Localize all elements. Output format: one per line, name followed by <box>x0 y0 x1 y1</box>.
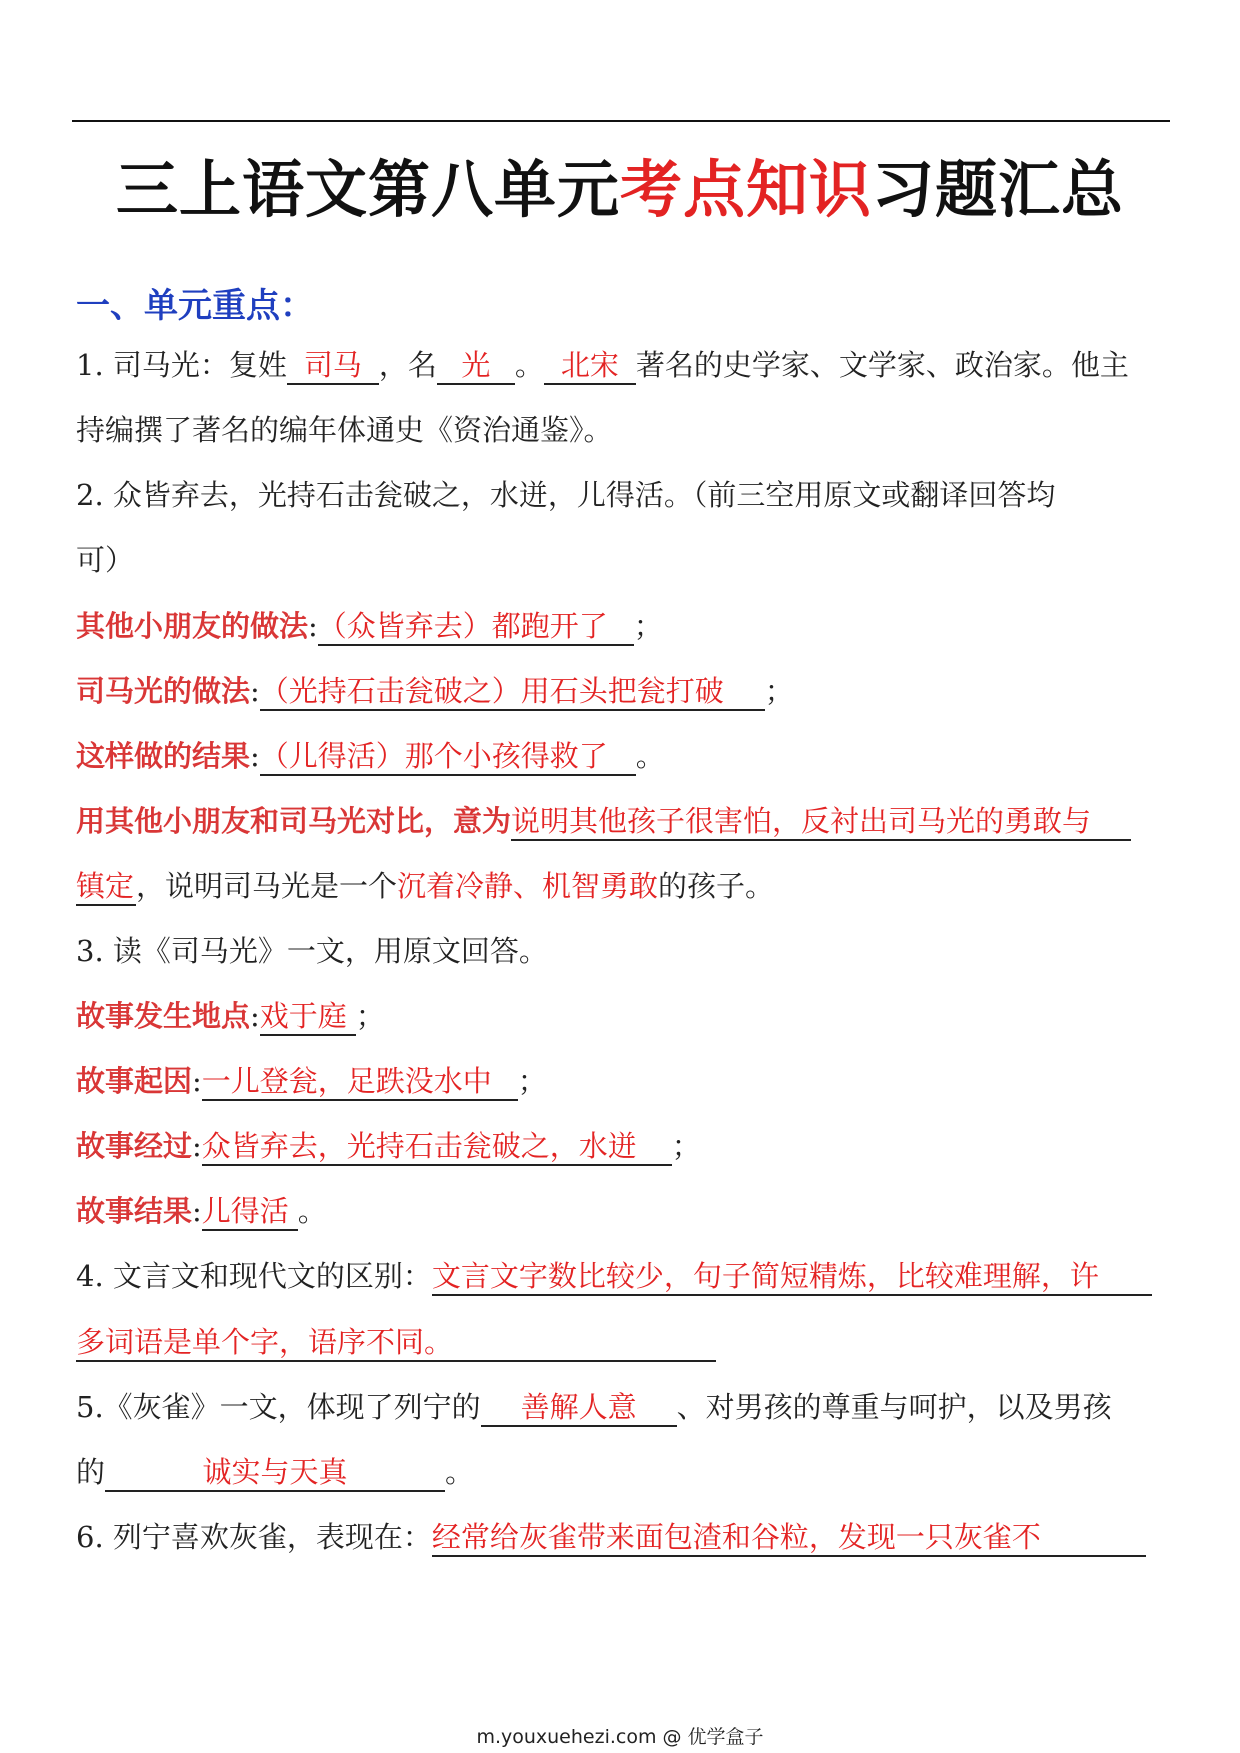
q3-answer-ending: 儿得活 <box>202 1193 298 1231</box>
q5-line1: 5.《灰雀》一文，体现了列宁的 善解人意 、对男孩的尊重与呵护，以及男孩 <box>76 1387 1166 1427</box>
q2-answer-compare-2: 镇定 <box>76 868 136 906</box>
footer: m.youxuehezi.com @ 优学盒子 <box>476 1726 764 1748</box>
q2-answer-result: （儿得活）那个小孩得救了 <box>260 738 636 776</box>
q1-answer-2: 光 <box>437 347 515 385</box>
q3-line1: 3. 读《司马光》一文，用原文回答。 <box>76 934 548 968</box>
q3-row-place: 故事发生地点:戏于庭 ； <box>76 996 1166 1036</box>
q4-line2 <box>76 1322 1166 1362</box>
q3-answer-place: 戏于庭 <box>260 998 356 1036</box>
q1-answer-1: 司马 <box>287 347 379 385</box>
q1-answer-3: 北宋 <box>544 347 636 385</box>
q4-answer-2: 多词语是单个字，语序不同。 <box>76 1324 716 1362</box>
q2-row-compare: 用其他小朋友和司马光对比，意为说明其他孩子很害怕，反衬出司马光的勇敢与 <box>76 801 1166 841</box>
q4-line1: 4. 文言文和现代文的区别：文言文字数比较少，句子简短精炼，比较难理解，许 <box>76 1256 1166 1296</box>
section-heading: 一、单元重点： <box>76 286 314 326</box>
page-title <box>0 140 1240 229</box>
q2-line1: 2. 众皆弃去，光持石击瓮破之，水迸，儿得活。（前三空用原文或翻译回答均 <box>76 478 1056 512</box>
q2-row-simaguang: 司马光的做法:（光持石击瓮破之）用石头把瓮打破 ； <box>76 671 1166 711</box>
q6-line1: 6. 列宁喜欢灰雀，表现在：经常给灰雀带来面包渣和谷粒，发现一只灰雀不 <box>76 1517 1166 1557</box>
q3-answer-process: 众皆弃去，光持石击瓮破之，水迸 <box>202 1128 672 1166</box>
q3-answer-cause: 一儿登瓮，足跌没水中 <box>202 1063 518 1101</box>
q2-answer-others: （众皆弃去）都跑开了 <box>318 608 634 646</box>
title-part1: 三上语文第八单元 <box>115 153 620 226</box>
q3-row-process: 故事经过:众皆弃去，光持石击瓮破之，水迸 ； <box>76 1126 1166 1166</box>
q1-line1: 1. 司马光：复姓 司马 ，名 光 。 北宋 著名的史学家、文学家、政治家。他主 <box>76 345 1166 385</box>
q2-row-others: 其他小朋友的做法:（众皆弃去）都跑开了 ； <box>76 606 1166 646</box>
q2-answer-compare-3: 沉着冷静、机智勇敢 <box>397 869 659 903</box>
q3-row-cause: 故事起因:一儿登瓮，足跌没水中 ； <box>76 1061 1166 1101</box>
q2-answer-compare: 说明其他孩子很害怕，反衬出司马光的勇敢与 <box>511 803 1131 841</box>
q3-row-ending: 故事结果:儿得活 。 <box>76 1191 1166 1231</box>
q6-answer: 经常给灰雀带来面包渣和谷粒，发现一只灰雀不 <box>432 1519 1146 1557</box>
q4-answer-1: 文言文字数比较少，句子简短精炼，比较难理解，许 <box>432 1258 1152 1296</box>
title-highlight: 考点知识 <box>619 153 872 226</box>
q1-line2: 持编撰了著名的编年体通史《资治通鉴》。 <box>76 413 613 447</box>
title-part2: 习题汇总 <box>872 153 1125 226</box>
top-rule <box>72 120 1170 122</box>
q2-answer-simaguang: （光持石击瓮破之）用石头把瓮打破 <box>260 673 765 711</box>
q5-line2: 的 诚实与天真 。 <box>76 1452 1166 1492</box>
q2-line2: 可） <box>76 543 135 577</box>
q5-answer-2: 诚实与天真 <box>105 1454 445 1492</box>
q2-row-result: 这样做的结果:（儿得活）那个小孩得救了 。 <box>76 736 1166 776</box>
q2-row-compare-2: 镇定，说明司马光是一个沉着冷静、机智勇敢的孩子。 <box>76 866 1166 906</box>
q5-answer-1: 善解人意 <box>481 1389 677 1427</box>
